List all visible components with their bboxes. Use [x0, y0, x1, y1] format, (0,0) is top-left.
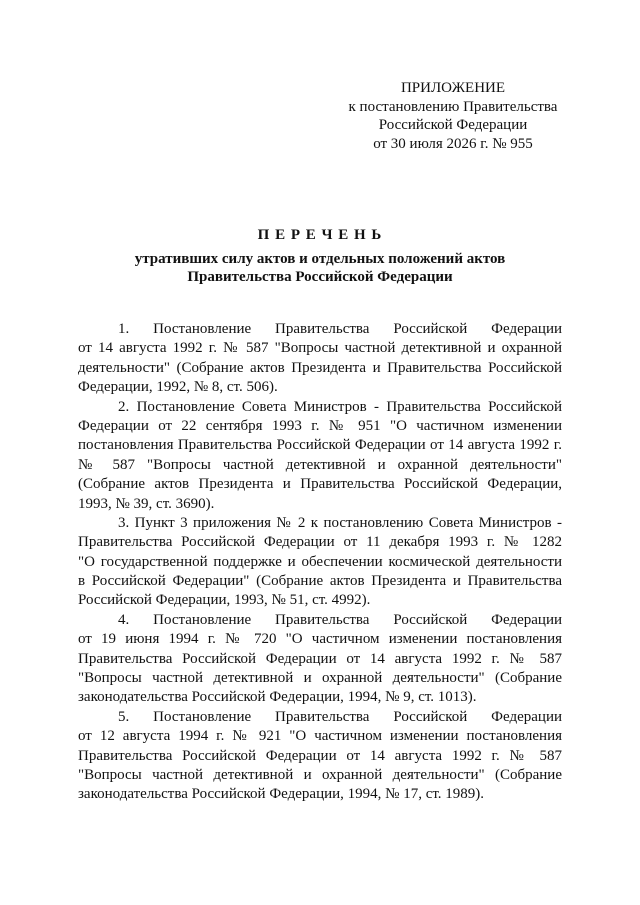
item-line: "Вопросы частной детективной и охранной деятельности" (Собрание	[78, 670, 562, 687]
document-subtitle	[0, 250, 640, 286]
item-line: "О государственной поддержке и обеспечении космической деятельности	[78, 553, 562, 570]
subtitle-line: Правительства Российской Федерации	[187, 269, 453, 285]
subtitle-line: утративших силу актов и отдельных положений актов	[134, 251, 506, 267]
list-item-5	[78, 708, 562, 805]
item-line: законодательства Российской Федерации, 1994, № 17, ст. 1989).	[78, 786, 485, 803]
item-line: от 12 августа 1994 г. № 921 "О частичном изменении постановления	[78, 728, 562, 745]
item-line: Российской Федерации, 1993, № 51, ст. 4992).	[78, 592, 371, 609]
item-line: от 14 августа 1992 г. № 587 "Вопросы частной детективной и охранной	[78, 340, 562, 357]
document-title: П Е Р Е Ч Е Н Ь	[257, 227, 383, 243]
list-body	[78, 320, 562, 805]
list-item-3	[78, 514, 562, 611]
appendix-line: к постановлению Правительства	[348, 98, 558, 115]
list-item-2	[78, 398, 562, 514]
item-line: постановления Правительства Российской Федерации от 14 августа 1992 г.	[78, 437, 562, 454]
appendix-line: от 30 июля 2026 г. № 955	[373, 136, 533, 153]
item-line: законодательства Российской Федерации, 1994, № 9, ст. 1013).	[78, 689, 477, 706]
item-line: от 19 июня 1994 г. № 720 "О частичном изменении постановления	[78, 631, 562, 648]
appendix-heading: ПРИЛОЖЕНИЕ	[400, 80, 506, 96]
item-line: 3. Пункт 3 приложения № 2 к постановлению Совета Министров -	[118, 514, 562, 531]
item-line: Правительства Российской Федерации от 11 декабря 1993 г. № 1282	[78, 534, 562, 551]
list-item-4	[78, 611, 562, 708]
item-line: "Вопросы частной детективной и охранной деятельности" (Собрание	[78, 766, 562, 783]
item-line: 2. Постановление Совета Министров - Правительства Российской	[118, 398, 562, 415]
item-line: 1. Постановление Правительства Российской Федерации	[118, 321, 562, 337]
item-line: в Российской Федерации" (Собрание актов Президента и Правительства	[78, 573, 562, 590]
item-line: 1993, № 39, ст. 3690).	[78, 495, 215, 512]
item-line: (Собрание актов Президента и Правительства Российской Федерации,	[78, 476, 562, 493]
item-line: № 587 "Вопросы частной детективной и охранной деятельности"	[78, 456, 562, 473]
list-item-1	[78, 320, 562, 398]
item-line: 4. Постановление Правительства Российской Федерации	[118, 611, 562, 628]
appendix-block	[338, 79, 568, 154]
item-line: Федерации от 22 сентября 1993 г. № 951 "О частичном изменении	[78, 417, 562, 434]
item-line: деятельности" (Собрание актов Президента и Правительства Российской	[78, 359, 562, 376]
item-line: Федерации, 1992, № 8, ст. 506).	[78, 379, 278, 396]
item-line: Правительства Российской Федерации от 14 августа 1992 г. № 587	[78, 747, 562, 764]
item-line: 5. Постановление Правительства Российской Федерации	[118, 708, 562, 725]
appendix-line: Российской Федерации	[378, 117, 528, 134]
item-line: Правительства Российской Федерации от 14 августа 1992 г. № 587	[78, 650, 562, 667]
